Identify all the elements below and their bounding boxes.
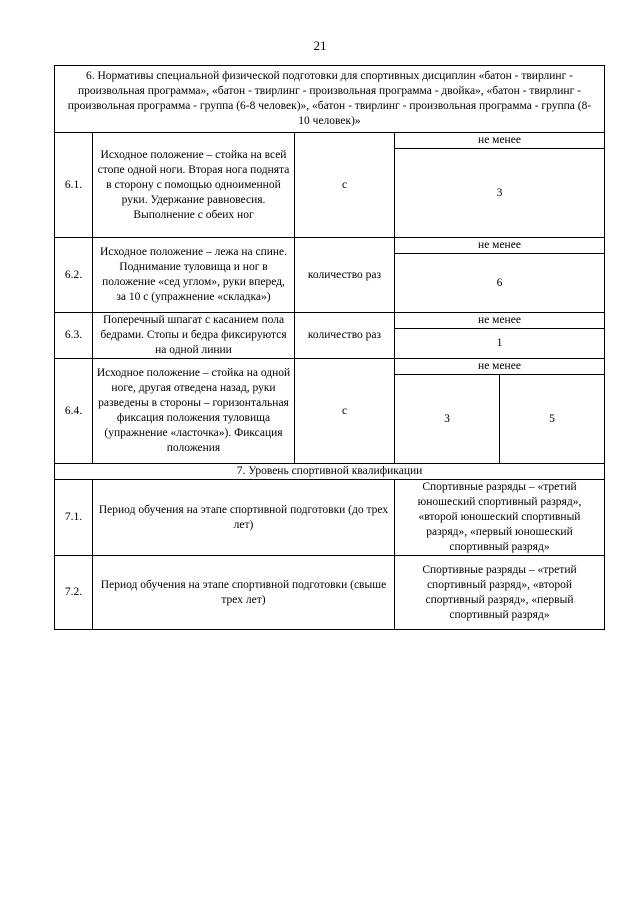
unit-cell: с	[295, 133, 395, 238]
row-number: 7.1.	[55, 480, 93, 556]
exercise-description: Поперечный шпагат с касанием пола бедрами. Стопы и бедра фиксируются на одной линии	[93, 313, 295, 359]
unit-cell: количество раз	[295, 313, 395, 359]
section7-title: 7. Уровень спортивной квалификации	[55, 464, 605, 480]
rank-description: Спортивные разряды – «третий спортивный разряд», «второй спортивный разряд», «первый спортивный разряд»	[395, 556, 605, 630]
rank-description: Спортивные разряды – «третий юношеский спортивный разряд», «второй юношеский спортивный разряд», «первый юношеский спортивный разряд»	[395, 480, 605, 556]
exercise-description: Исходное положение – стойка на одной ноге, другая отведена назад, руки разведены в стороны – горизонтальная фиксация положения туловища (упражнение «ласточка»). Фиксация положения	[93, 359, 295, 464]
table-row	[55, 480, 605, 556]
row-number: 6.1.	[55, 133, 93, 238]
row-number: 6.3.	[55, 313, 93, 359]
norm-header: не менее	[395, 313, 605, 329]
table-row	[55, 359, 605, 375]
norm-value: 5	[500, 375, 605, 464]
norm-value: 3	[395, 375, 500, 464]
norm-value: 6	[395, 254, 605, 313]
unit-cell: с	[295, 359, 395, 464]
exercise-description: Исходное положение – лежа на спине. Поднимание туловища и ног в положение «сед углом», руки вперед, за 10 с (упражнение «складка»)	[93, 238, 295, 313]
exercise-description: Исходное положение – стойка на всей стопе одной ноги. Вторая нога поднята в сторону с помощью одноименной руки. Удержание равновесия. Выполнение с обеих ног	[93, 133, 295, 238]
row-number: 6.4.	[55, 359, 93, 464]
norm-header: не менее	[395, 359, 605, 375]
section6-title: 6. Нормативы специальной физической подготовки для спортивных дисциплин «батон - твирлинг - произвольная программа», «батон - твирлинг - произвольная программа - двойка», «батон - твирлинг - произвольная программа - группа (6-8 человек)», «батон - твирлинг - произвольная программа - группа (8-10 человек)»	[55, 66, 605, 133]
norm-value: 3	[395, 149, 605, 238]
section7-title-row	[55, 464, 605, 480]
table-row	[55, 313, 605, 329]
period-description: Период обучения на этапе спортивной подготовки (до трех лет)	[93, 480, 395, 556]
norms-table	[54, 65, 605, 630]
unit-cell: количество раз	[295, 238, 395, 313]
period-description: Период обучения на этапе спортивной подготовки (свыше трех лет)	[93, 556, 395, 630]
norm-header: не менее	[395, 238, 605, 254]
norm-value: 1	[395, 329, 605, 359]
table-row	[55, 133, 605, 149]
table-row	[55, 556, 605, 630]
section6-title-row	[55, 66, 605, 133]
table-row	[55, 238, 605, 254]
row-number: 6.2.	[55, 238, 93, 313]
row-number: 7.2.	[55, 556, 93, 630]
norm-header: не менее	[395, 133, 605, 149]
page-number: 21	[313, 38, 327, 53]
